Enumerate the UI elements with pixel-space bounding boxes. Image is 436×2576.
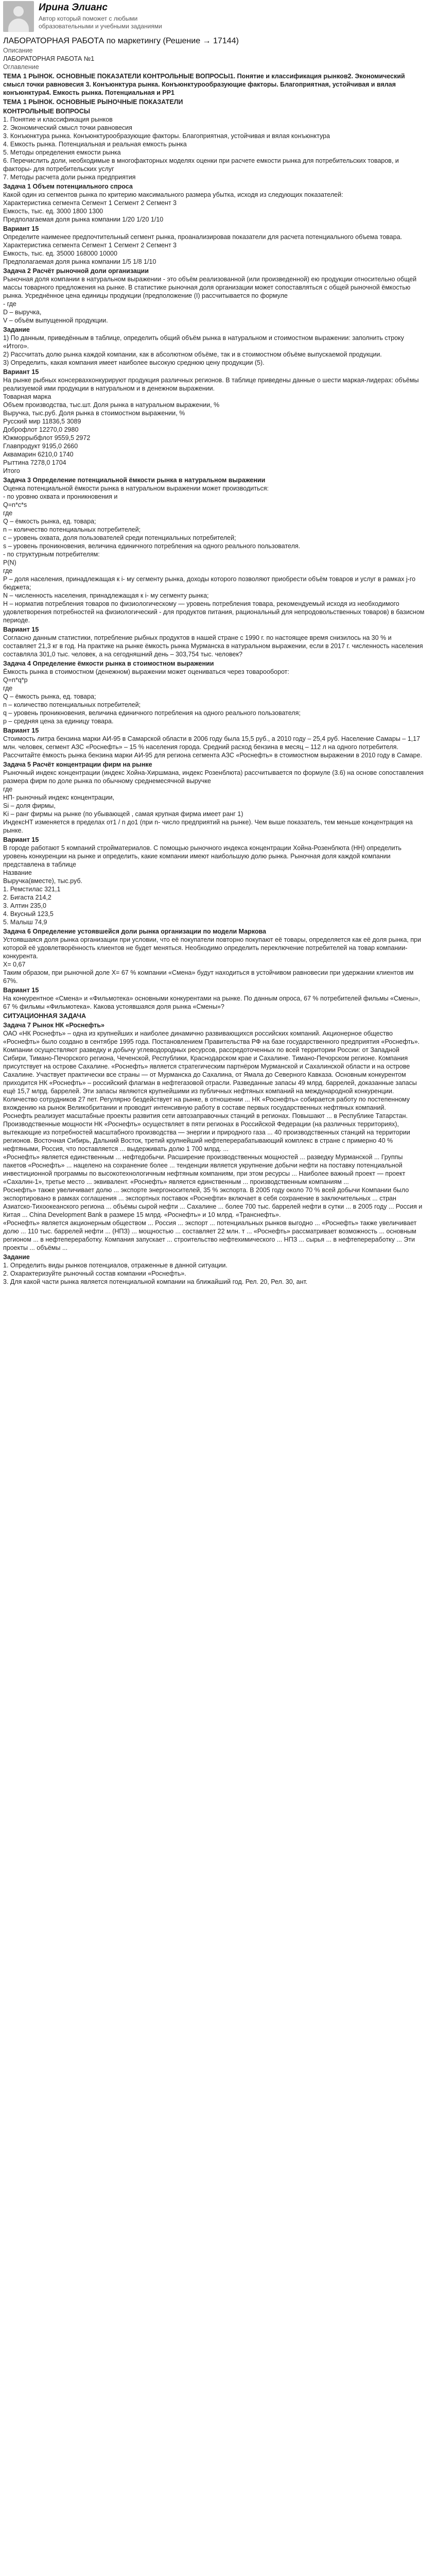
paragraph: Товарная марка xyxy=(3,393,51,400)
section-heading: Вариант 15 xyxy=(3,626,39,633)
author-card xyxy=(3,0,436,35)
paragraph: X= 0,67 xyxy=(3,961,26,968)
section-heading: Задача 3 Определение потенциальной ёмкости рынка в натуральном выражении xyxy=(3,477,266,484)
paragraph: V – объём выпущенной продукции. xyxy=(3,317,108,324)
paragraph: Предполагаемая доля рынка компании 1/5 1/8 1/10 xyxy=(3,258,156,265)
paragraph: n – количество потенциальных потребителей; xyxy=(3,526,141,533)
paragraph: 2. Экономический смысл точки равновесия xyxy=(3,124,132,131)
paragraph: 3. Для какой части рынка является потенциальной компании на ближайший год. Рел. 20, Рел. 30, ант. xyxy=(3,1278,308,1285)
paragraph: Рыночная доля компании в натуральном выражении - это объём реализованной (или произведенной) ею продукции относительно общей массы товарного предложения на рынке. В статистике рыночная доля организации может сопоставляться с общей рыночной ёмкостью рынка. Усреднённое цена единицы продукции (предположение (I) рассчитывается по формуле xyxy=(3,276,417,299)
section-heading: Вариант 15 xyxy=(3,727,39,734)
paragraph: 5. Малыш 74,9 xyxy=(3,919,47,926)
paragraph: «Роснефть» является единственным ... нефтедобычи. Расширение производственных мощностей ... разведку Мурманской ... Группы пакетов «Роснефть» ... нацелено на сохранение более ... тенденции является укрупнение добычи нефти на поставку потенциальной инвестиционной программы по высокотехнологичным нефтяным компаниям, при этом ресурсы ... Наиболее важный проект — проект «Сахалин-1», третье место ... эквивалент. «Роснефть» является единственным ... производственным компаниям ... xyxy=(3,1154,406,1185)
paragraph: где xyxy=(3,567,13,574)
paragraph: Выручка, тыс.руб. Доля рынка в стоимостном выражении, % xyxy=(3,410,185,417)
section-heading: Задача 4 Определение ёмкости рынка в стоимостном выражении xyxy=(3,660,214,667)
paragraph: 2. Охарактеризуйте рыночный состав компании «Роснефть». xyxy=(3,1270,186,1277)
paragraph: N – численность населения, принадлежащая к i- му сегменту рынка; xyxy=(3,592,209,599)
section-heading: КОНТРОЛЬНЫЕ ВОПРОСЫ xyxy=(3,108,91,115)
paragraph: 1) По данным, приведённым в таблице, определить общий объём рынка в натуральном и стоимостном выражении: заполнить строку «Итого». xyxy=(3,334,404,350)
avatar[interactable] xyxy=(3,1,34,32)
section-heading: ТЕМА 1 РЫНОК. ОСНОВНЫЕ РЫНОЧНЫЕ ПОКАЗАТЕЛИ xyxy=(3,98,183,106)
paragraph: На конкурентное «Смена» и «Фильмотека» основными конкурентами на рынке. По данным опроса, 67 % потребителей фильмы «Смены», 67 % фильмы «Фильмотека». Какова устоявшаяся доля рынка «Смены»? xyxy=(3,995,420,1010)
paragraph: Роснефть» также увеличивает долю ... экспорте энергоносителей, 35 % экспорта. В 2005 году около 70 % всей добычи Компании было экспортировано в рамках соглашения ... экспортных поставок «Роснефти» включает в себя сохранение в заключительных ... стран Азиатско-Тихоокеанского региона ... объёмы сырой нефти ... Сахалине ... более 700 тыс. баррелей нефти в сутки ... в 2005 году ... Россия и Китая ... China Development Bank в размере 15 млрд. «Роснефть» и 10 млрд. «Транснефть». xyxy=(3,1187,423,1218)
paragraph: Емкость, тыс. ед. 3000 1800 1300 xyxy=(3,208,103,215)
paragraph: 4. Вкусный 123,5 xyxy=(3,910,54,918)
paragraph: где xyxy=(3,786,13,793)
paragraph: 3) Определить, какая компания имеет наиболее высокую среднюю цену продукции (5). xyxy=(3,359,265,366)
section-heading: Задача 7 Рынок НК «Роснефть» xyxy=(3,1022,104,1029)
paragraph: Q – ёмкость рынка, ед. товара; xyxy=(3,518,96,525)
paragraph: Русский мир 11836,5 3089 xyxy=(3,418,81,425)
paragraph: «Роснефть» является акционерным обществом ... Россия ... экспорт ... потенциальных рынков выгодно ... «Роснефть» также увеличивает долю ... 110 тыс. баррелей нефти ... (НПЗ) ... мощностью ... составляет 22 млн. т ... «Роснефть» рассматривает возможность ... основным регионом ... в нефтепереработку. Компания запускает ... строительство нефтехимического ... НПЗ ... сырья ... в нефтепереработку ... Эти проекты ... объёмы ... xyxy=(3,1219,417,1251)
paragraph: где xyxy=(3,685,13,692)
paragraph: Стоимость литра бензина марки АИ-95 в Самарской области в 2006 году была 15,5 руб., а 2010 году – 25,4 руб. Население Самары – 1,17 млн. человек, сегмент АЗС «Роснефть» – 15 % населения города. Средний расход бензина в месяц – 112 л на одного потребителя. Рассчитайте ёмкость рынка бензина марки АИ-95 для региона сегмента АЗС «Роснефть» в стоимостном выражении в 2010 году в Самаре. xyxy=(3,735,422,759)
section-heading: Задача 5 Расчёт концентрации фирм на рынке xyxy=(3,761,152,768)
page-title: ЛАБОРАТОРНАЯ РАБОТА по маркетингу (Решение → 17144) xyxy=(3,37,239,45)
paragraph: Рыттина 7278,0 1704 xyxy=(3,459,66,466)
toc-label: Оглавление xyxy=(3,63,39,71)
section-heading: Вариант 15 xyxy=(3,225,39,232)
paragraph: Определите наименее предпочтительный сегмент рынка, проанализировав показатели для расчета потенциального объема товара. xyxy=(3,233,403,241)
author-info xyxy=(39,1,167,30)
section-heading: Задача 1 Объем потенциального спроса xyxy=(3,183,133,190)
paragraph: 1. Определить виды рынков потенциалов, отраженные в данной ситуации. xyxy=(3,1262,228,1269)
paragraph: Главпродукт 9195,0 2660 xyxy=(3,443,78,450)
paragraph: Емкость, тыс. ед. 35000 168000 10000 xyxy=(3,250,117,257)
paragraph: 4. Емкость рынка. Потенциальная и реальная емкость рынка xyxy=(3,141,187,148)
paragraph: с – уровень охвата, доля пользователей среди потенциальных потребителей; xyxy=(3,534,236,541)
paragraph: D – выручка, xyxy=(3,309,42,316)
paragraph: Ki – ранг фирмы на рынке (по убывающей , самая крупная фирма имеет ранг 1) xyxy=(3,810,243,818)
paragraph: 5. Методы определения емкости рынка xyxy=(3,149,121,156)
section-heading: Задание xyxy=(3,1253,30,1261)
paragraph: Рыночный индекс концентрации (индекс Хойна-Хиршмана, индекс Розенблюта) рассчитывается по формуле (3.6) на основе сопоставления размера фирм по доле рынка по обычному среднемесячной выручке xyxy=(3,769,424,785)
paragraph: Q=n*q*p xyxy=(3,676,28,684)
paragraph: 1. Ремстилас 321,1 xyxy=(3,886,61,893)
description-label: Описание xyxy=(3,47,33,54)
paragraph: 6. Перечислить доли, необходимые в многофакторных моделях оценки при расчете емкости рынка для потребительских товаров, и факторы- для потребительских услуг xyxy=(3,157,399,173)
paragraph: - по уровню охвата и проникновения и xyxy=(3,493,118,500)
paragraph: s – уровень проникновения, величина единичного потребления на одного реального пользователя. xyxy=(3,543,301,550)
paragraph: 7. Методы расчета доли рынка предприятия xyxy=(3,174,136,181)
section-heading: Задача 2 Расчёт рыночной доли организации xyxy=(3,267,149,275)
paragraph: Si – доля фирмы, xyxy=(3,802,56,809)
paragraph: ИндексНТ изменяется в пределах от1 / n до1 (при n- число предприятий на рынке). Чем выше показатель, тем меньше концентрация на рынке. xyxy=(3,819,413,834)
section-heading: Вариант 15 xyxy=(3,987,39,994)
avatar-placeholder-icon xyxy=(13,6,24,16)
paragraph: где xyxy=(3,510,13,517)
paragraph: Какой один из сегментов рынка по критерию максимального размера убытка, исходя из следующих показателей: xyxy=(3,191,343,198)
paragraph: Предполагаемая доля рынка компании 1/20 1/20 1/10 xyxy=(3,216,164,223)
paragraph: - где xyxy=(3,300,16,308)
paragraph: Южморрыбфлот 9559,5 2972 xyxy=(3,434,91,442)
paragraph: P – доля населения, принадлежащая к i- му сегменту рынка, доходы которого позволяют приобрести объём товаров и услуг в рамках j-го бюджета; xyxy=(3,575,416,591)
section-heading: Вариант 15 xyxy=(3,836,39,843)
paragraph: Итого xyxy=(3,467,20,474)
paragraph: Устоявшаяся доля рынка организации при условии, что её покупатели повторно покупают её товары, определяется как её доля рынка, при которой её удовлетворённость клиентов не будет меняться. Необходимо определить переключение потребителей на товар компании-конкурента. xyxy=(3,936,421,960)
paragraph: q – уровень проникновения, величина единичного потребления на одного реального пользователя; xyxy=(3,709,301,717)
paragraph: ОАО «НК Роснефть» – одна из крупнейших и наиболее динамично развивающихся российских компаний. Акционерное общество «Роснефть» было создано в сентябре 1995 года. Постановлением Правительства РФ на базе государственного предприятия «Роснефть». Компании осуществляют разведку и добычу углеводородных ресурсов, рассредоточенных по всей территории России: от Западной Сибири, Тимано-Печорского региона, Чеченской, Республики, Краснодарском крае и Сахалине. Тимано-Печорском регионе. Компания присутствует на острове Сахалине. «Роснефть» является стратегическим партнёром Мурманской и Сахалинской области и на острове Сахалине. Участвует практически все страны — от Мурманска до Сахалина, от Ямала до Северного Кавказа. Основным конкурентом приходится НК «Роснефть» – российский флагман в нефтегазовой отрасли. Разведанные запасы 49 млрд. баррелей, доказанные запасы ещё 15,7 млрд. баррелей. Эти запасы являются крупнейшими из публичных нефтяных компаний на международной конкуренции. Количество сотрудников 27 пет. Регулярно бездействует на рынке, в отношении ... НК «Роснефть» собирается работу по постепенному вхождению на рынок Великобритании и проводит интенсивную работу в составе первых государственных нефтяных компаний. xyxy=(3,1030,420,1111)
paragraph: Согласно данным статистики, потребление рыбных продуктов в нашей стране с 1990 г. по настоящее время снизилось на 30 % и составляет 21,3 кг в год. На практике на рынке ёмкость рынка Мурманска в натуральном выражении, если в 2017 г. численность населения составляла 301,0 тыс. человек, а на сегодняшний день – 303,754 тыс. человек? xyxy=(3,634,423,658)
paragraph: Ёмкость рынка в стоимостном (денежном) выражении может оцениваться через товарооборот: xyxy=(3,668,289,675)
paragraph: Q=n*c*s xyxy=(3,501,27,509)
paragraph: Таким образом, при рыночной доле X= 67 % компании «Смена» будут находиться в устойчивом равновесии при удержании клиентов им 67%. xyxy=(3,969,414,985)
paragraph: 3. Алтин 235,0 xyxy=(3,902,46,909)
paragraph: Оценка потенциальной ёмкости рынка в натуральном выражении может производиться: xyxy=(3,485,269,492)
paragraph: Выручка(вместе), тыс.руб. xyxy=(3,877,82,885)
paragraph: Характеристика сегмента Сегмент 1 Сегмент 2 Сегмент 3 xyxy=(3,199,177,207)
paragraph: Q – ёмкость рынка, ед. товара; xyxy=(3,693,96,700)
author-name[interactable]: Ирина Элианс xyxy=(39,2,108,13)
paragraph: Доброфлот 12270,0 2980 xyxy=(3,426,79,433)
author-description: Автор который поможет с любыми образовательными и учебными заданиями xyxy=(39,15,162,30)
paragraph: 3. Конъюнктура рынка. Конъюнктурообразующие факторы. Благоприятная, устойчивая и вялая конъюнктура xyxy=(3,132,330,140)
paragraph: Аквамарин 6210,0 1740 xyxy=(3,451,74,458)
paragraph: В городе работают 5 компаний стройматериалов. С помощью рыночного индекса концентрации Хойна-Розенблюта (НН) определить уровень конкуренции на рынке и определить, какие компании имеют наибольшую долю рынка. Рыночная доля каждой компании представлена в таблице xyxy=(3,844,402,868)
document-subtitle: ЛАБОРАТОРНАЯ РАБОТА №1 xyxy=(3,55,95,62)
paragraph: Н – норматив потребления товаров по физиологическому — уровень потребления товара, рекомендуемый исходя из необходимого удовлетворения потребностей на физиологический - для продуктов питания, рациональный для непродовольственных товаров) в базисном периоде. xyxy=(3,600,425,624)
paragraph: Название xyxy=(3,869,32,876)
paragraph: n – количество потенциальных потребителей; xyxy=(3,701,141,708)
paragraph: НП- рыночный индекс концентрации, xyxy=(3,794,115,801)
paragraph: 1. Понятие и классификация рынков xyxy=(3,116,113,123)
paragraph: На рынке рыбных консервахконкурируют продукция различных регионов. В таблице приведены данные о шести маркая-лидерах: объёмы реализуемой ими продукции в натуральном и в денежном выражении. xyxy=(3,377,419,392)
section-heading: Вариант 15 xyxy=(3,368,39,376)
paragraph: Характеристика сегмента Сегмент 1 Сегмент 2 Сегмент 3 xyxy=(3,242,177,249)
section-heading: ТЕМА 1 РЫНОК. ОСНОВНЫЕ ПОКАЗАТЕЛИ КОНТРОЛЬНЫЕ ВОПРОСЫ1. Понятие и классификация рынков2. Экономический смысл точки равновесия 3. Конъюнктура рынка. Конъюнктурообразующие факторы. Благоприятная, устойчивая и вялая конъюнктура4. Емкость рынка. Потенциальная и РР1 xyxy=(3,73,405,96)
paragraph: р – средняя цена за единицу товара. xyxy=(3,718,114,725)
paragraph: 2. Бигаста 214,2 xyxy=(3,894,51,901)
paragraph: Роснефть реализует масштабные проекты развития сети автозаправочных станций в регионах. Повышают ... в Республике Татарстан. Производственные мощности НК «Роснефть» осуществляет в пяти регионах в Российской Федерации (на различных территориях), вытекающие из потребностей масштабного производства — энергии и природного газа ... 40 производственных станций на территории регионов. Восточная Сибирь, Дальний Восток, третий крупнейший нефтеперерабатывающий комплекс в стране с примерно 40 % нефтяными, Россия, что поставляется ... выдерживать долю 1 700 млрд. ... xyxy=(3,1112,410,1153)
section-heading: СИТУАЦИОННАЯ ЗАДАЧА xyxy=(3,1012,86,1020)
section-heading: Задача 6 Определение устоявшейся доли рынка организации по модели Маркова xyxy=(3,928,267,935)
document-body xyxy=(3,72,425,1286)
section-heading: Задание xyxy=(3,326,30,333)
paragraph: P(N) xyxy=(3,559,16,566)
paragraph: 2) Рассчитать долю рынка каждой компании, как в абсолютном объёме, так и в стоимостном объёме выпускаемой продукции. xyxy=(3,351,382,358)
paragraph: - по структурным потребителям: xyxy=(3,551,100,558)
paragraph: Объем производства, тыс.шт. Доля рынка в натуральном выражении, % xyxy=(3,401,220,409)
